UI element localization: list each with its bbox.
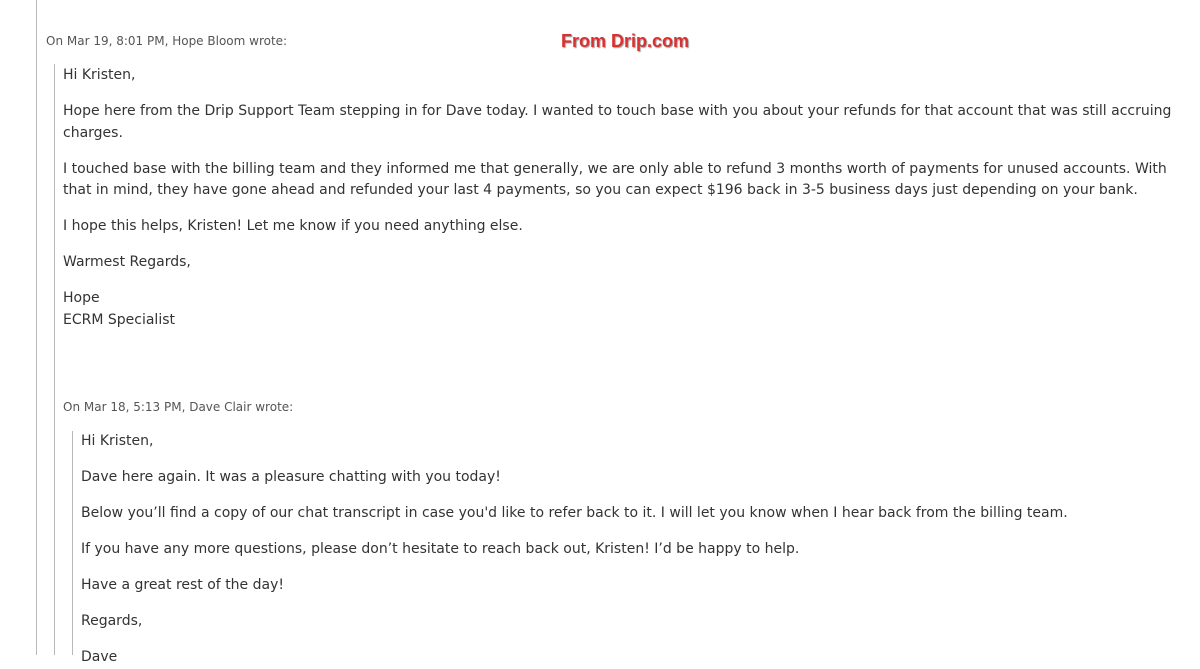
message-body-dave [81,431,1181,669]
body-paragraph: I hope this helps, Kristen! Let me know if you need anything else. [63,218,523,234]
body-paragraph: Have a great rest of the day! [81,577,284,593]
signature-title: ECRM Specialist [63,311,175,328]
body-paragraph: Below you’ll find a copy of our chat transcript in case you'd like to refer back to it. I will let you know when I hear back from the billing team. [81,505,1068,521]
signature-name: Hope [63,290,100,306]
inner-quote-header: On Mar 18, 5:13 PM, Dave Clair wrote: [63,400,294,414]
outer-quote-rule [36,0,37,655]
signature-name: Dave [81,649,118,665]
closing: Regards, [81,613,143,629]
signature-block [63,288,1173,331]
greeting: Hi Kristen, [81,433,154,449]
greeting: Hi Kristen, [63,67,136,83]
closing: Warmest Regards, [63,254,191,270]
body-paragraph: Hope here from the Drip Support Team stepping in for Dave today. I wanted to touch base with you about your refunds for that account that was still accruing charges. [63,103,1172,141]
quote-rule-hope [54,64,55,655]
watermark-label: From Drip.com [561,31,690,51]
message-body-hope [63,65,1173,331]
body-paragraph: I touched base with the billing team and they informed me that generally, we are only able to refund 3 months worth of payments for unused accounts. With that in mind, they have gone ahead and refunded your last 4 payments, so you can expect $196 back in 3-5 business days just depending on your bank. [63,160,1167,198]
body-paragraph: If you have any more questions, please don’t hesitate to reach back out, Kristen! I’d be happy to help. [81,541,800,557]
body-paragraph: Dave here again. It was a pleasure chatting with you today! [81,469,501,485]
outer-quote-header: On Mar 19, 8:01 PM, Hope Bloom wrote: [46,34,288,48]
quote-rule-dave [72,431,73,655]
